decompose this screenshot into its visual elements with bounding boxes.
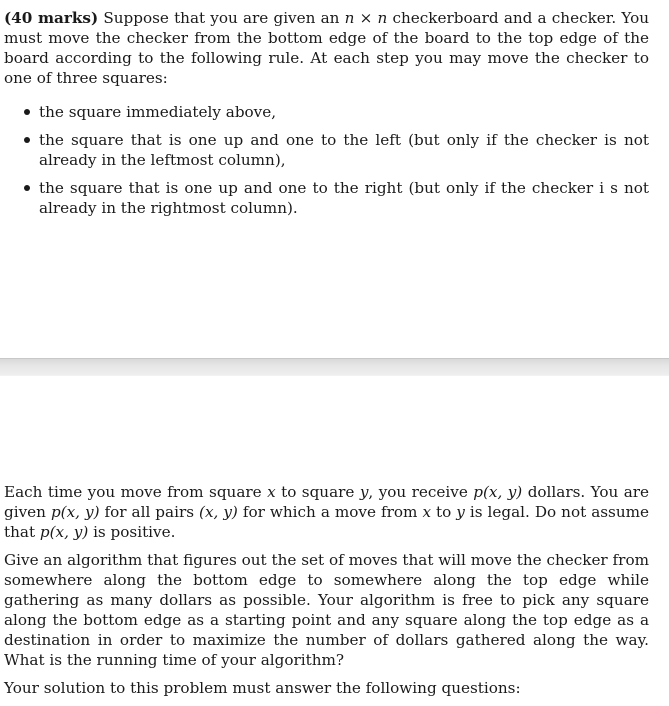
marks-label: (40 marks) <box>4 9 99 27</box>
text: for all pairs <box>99 503 200 521</box>
math-p-xy: p(x, y) <box>473 483 523 501</box>
list-item: the square immediately above, <box>4 102 649 122</box>
text: , you receive <box>368 483 474 501</box>
text: to square <box>275 483 360 501</box>
math-x: x <box>422 503 432 521</box>
math-p-xy: p(x, y) <box>39 523 89 541</box>
math-pair: (x, y) <box>199 503 238 521</box>
answer-requirements-paragraph: Your solution to this problem must answer the following questions: <box>4 679 521 697</box>
intro-paragraph <box>4 8 649 88</box>
task-paragraph: Give an algorithm that figures out the set of moves that will move the checker from somewhere along the bottom edge to somewhere along the top edge while gathering as many dollars as possible. Your algorithm is free to pick any square along the bottom edge as a starting point and any square along the top edge as a destination in order to maximize the number of dollars gathered along the way. What is the running time of your algorithm? <box>4 551 649 669</box>
math-p-xy: p(x, y) <box>50 503 100 521</box>
math-y: y <box>456 503 465 521</box>
problem-statement <box>4 8 649 226</box>
math-n: n <box>344 9 355 27</box>
problem-continuation <box>4 482 649 706</box>
text: for which a move from <box>237 503 423 521</box>
text: Each time you move from square <box>4 483 268 501</box>
text: is legal. Do not assume that <box>4 503 650 541</box>
text: is positive. <box>88 523 176 541</box>
list-item: the square that is one up and one to the left (but only if the checker is not already in the leftmost column), <box>4 130 649 170</box>
text: dollars. You are given <box>4 483 650 521</box>
intro-text-2: checkerboard and a checker. You must move the checker from the bottom edge of the board to the top edge of the board according to the following rule. At each step you may move the checker to one of three squares: <box>4 9 650 87</box>
math-y: y <box>359 483 369 501</box>
math-n: n <box>377 9 388 27</box>
intro-text-1: Suppose that you are given an <box>98 9 345 27</box>
list-item: the square that is one up and one to the right (but only if the checker i s not already in the rightmost column). <box>4 178 649 218</box>
math-x: x <box>267 483 276 501</box>
text: to <box>431 503 457 521</box>
times-symbol: × <box>354 9 378 27</box>
move-rules-list <box>4 102 649 218</box>
money-paragraph <box>4 482 649 542</box>
page-divider <box>0 358 669 376</box>
